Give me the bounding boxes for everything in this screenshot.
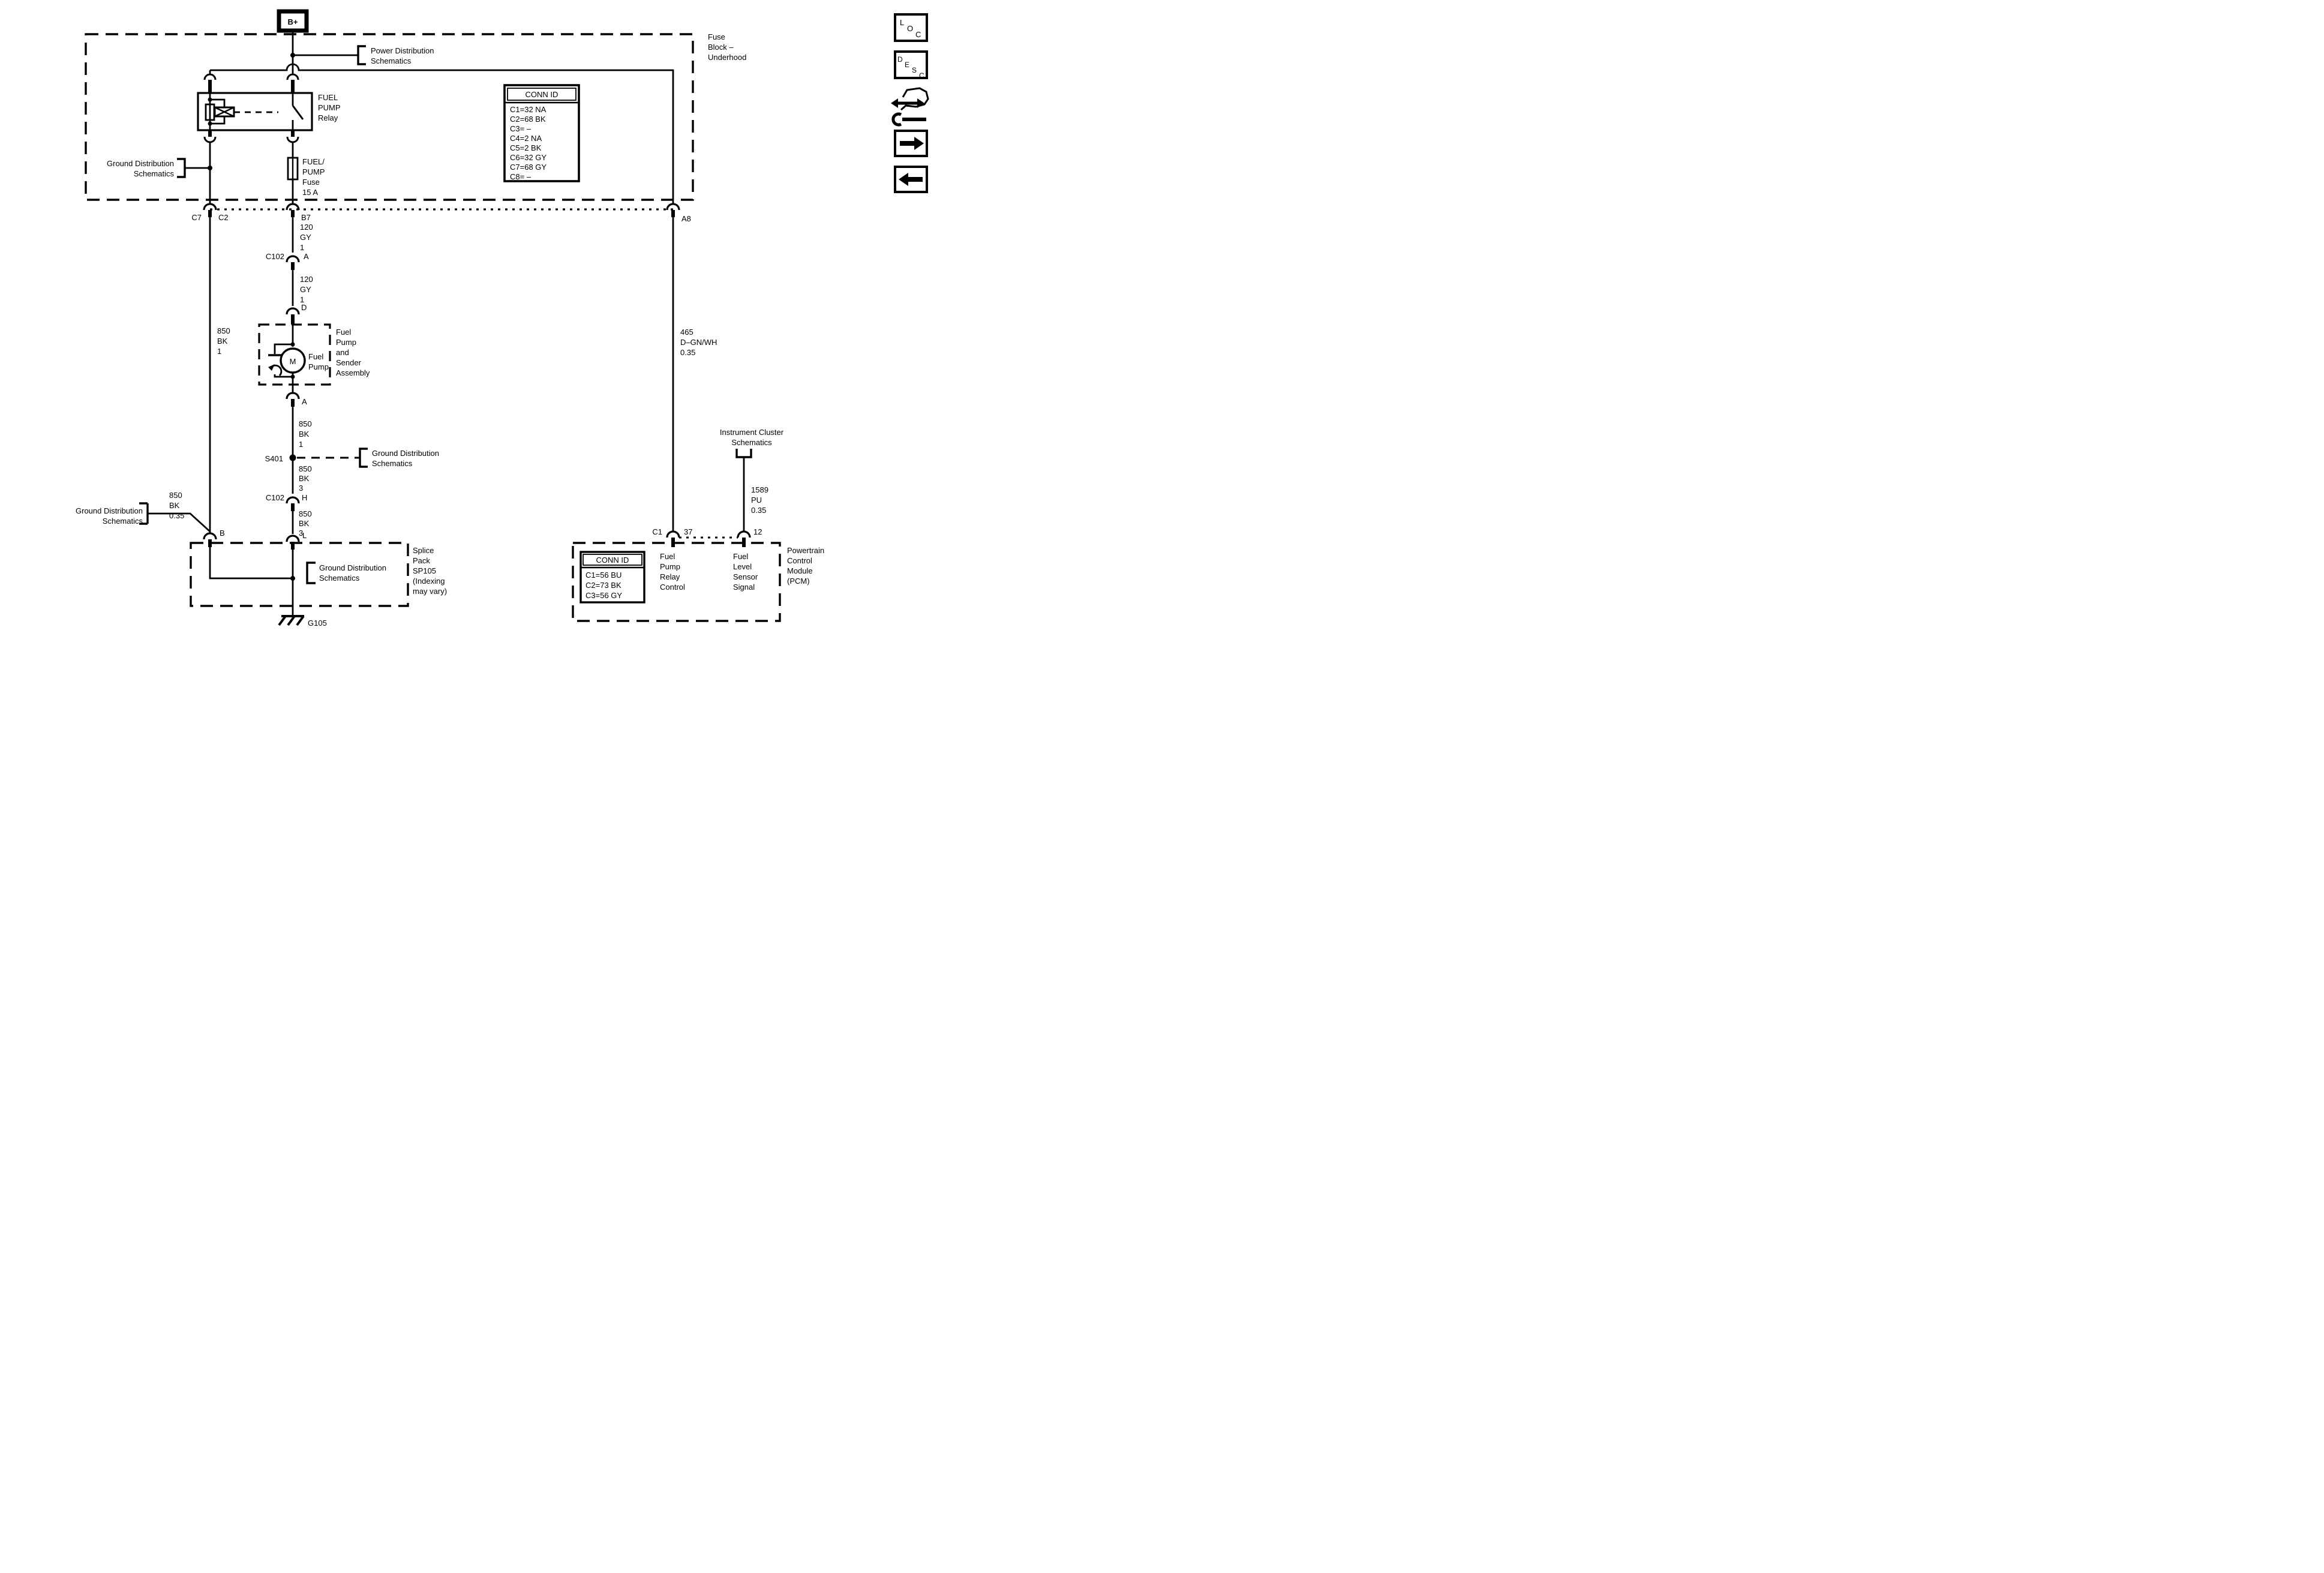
svg-text:PU: PU — [751, 496, 762, 505]
svg-text:Pack: Pack — [413, 556, 430, 565]
pin-label-b: B — [220, 529, 225, 538]
svg-text:850: 850 — [217, 326, 230, 335]
arrow-shaft — [908, 177, 923, 182]
left-branch-label-850bk035 — [169, 491, 184, 520]
loc-letter: C — [915, 30, 921, 39]
splice-pack-label — [413, 546, 447, 596]
splice-s401-dot — [290, 455, 296, 461]
ground-hatch — [297, 616, 304, 625]
svg-text:PUMP: PUMP — [302, 167, 325, 176]
wrench-open-end — [893, 114, 901, 125]
svg-text:C1=56 BU: C1=56 BU — [585, 571, 622, 580]
loc-button[interactable] — [895, 14, 927, 41]
svg-text:Sensor: Sensor — [733, 572, 758, 581]
svg-text:BK: BK — [217, 337, 228, 346]
svg-text:Fuse: Fuse — [302, 178, 320, 187]
svg-text:Ground Distribution: Ground Distribution — [372, 449, 439, 458]
pin-label-c1: C1 — [652, 527, 662, 536]
svg-text:Instrument Cluster: Instrument Cluster — [719, 428, 784, 437]
fuel-pump-schematic — [0, 0, 929, 629]
svg-text:CONN ID: CONN ID — [525, 90, 559, 99]
svg-text:C4=2 NA: C4=2 NA — [510, 134, 542, 143]
connector-label-c102-bottom: C102 — [265, 493, 284, 502]
connector-arc-d — [287, 308, 299, 314]
svg-text:850: 850 — [299, 419, 312, 428]
svg-text:0.35: 0.35 — [680, 348, 696, 357]
ground-ref-bracket — [360, 449, 368, 467]
pin-label-a-bottom: A — [302, 397, 307, 406]
svg-text:Pump: Pump — [336, 338, 356, 347]
schematic-tools-button[interactable] — [891, 88, 928, 125]
svg-text:PUMP: PUMP — [318, 103, 341, 112]
relay-socket-top-connectors — [205, 74, 298, 93]
connector-arc-c102-h — [287, 497, 299, 503]
svg-text:FUEL/: FUEL/ — [302, 157, 325, 166]
pcm-conn-id-table — [581, 552, 644, 602]
junction-dot — [290, 576, 295, 581]
ground-distribution-ref-lower-left — [76, 506, 143, 526]
svg-text:Powertrain: Powertrain — [787, 546, 825, 555]
svg-text:Fuel: Fuel — [660, 552, 675, 561]
svg-text:Ground Distribution: Ground Distribution — [107, 159, 174, 168]
pin-label-37: 37 — [684, 527, 693, 536]
svg-text:Fuel: Fuel — [733, 552, 749, 561]
svg-text:15 A: 15 A — [302, 188, 319, 197]
pcm-pin37-function-label — [660, 552, 685, 592]
pump-assembly-label — [336, 328, 370, 377]
splice-pack-box — [191, 543, 408, 606]
desc-letter: S — [912, 66, 917, 74]
svg-text:Pump: Pump — [660, 562, 680, 571]
arrow-head — [914, 137, 924, 150]
svg-text:C5=2 BK: C5=2 BK — [510, 143, 542, 152]
pin-label-l: L — [302, 531, 307, 540]
svg-text:BK: BK — [169, 501, 180, 510]
fuse-label — [302, 157, 325, 197]
svg-text:C3= –: C3= – — [510, 124, 532, 133]
connector-label-c102-top: C102 — [265, 252, 284, 261]
wrench-icon — [893, 114, 926, 125]
svg-text:C7=68 GY: C7=68 GY — [510, 163, 547, 172]
svg-text:120: 120 — [300, 223, 313, 232]
connector-arc — [205, 74, 215, 80]
forward-button[interactable] — [895, 131, 927, 156]
svg-text:CONN ID: CONN ID — [596, 556, 629, 565]
svg-text:1: 1 — [300, 243, 305, 252]
svg-text:GY: GY — [300, 233, 311, 242]
loc-letter: L — [900, 18, 905, 27]
ground-ref-bracket — [177, 159, 185, 177]
pin-label-d: D — [301, 303, 307, 312]
svg-text:C8= –: C8= – — [510, 172, 532, 181]
wire-label-850bk3-a — [299, 464, 312, 493]
svg-text:1: 1 — [299, 440, 304, 449]
wiring-diagram-page — [0, 0, 929, 629]
relay-switch-blade — [293, 106, 303, 119]
svg-text:Schematics: Schematics — [731, 438, 772, 447]
desc-button[interactable] — [895, 52, 927, 80]
svg-text:(Indexing: (Indexing — [413, 577, 445, 586]
connector-arc-a-bottom — [287, 393, 299, 399]
pcm-label — [787, 546, 824, 586]
connector-arc-c102-a — [287, 256, 299, 262]
svg-text:Underhood: Underhood — [708, 53, 747, 62]
ground-distribution-ref-s401 — [372, 449, 439, 468]
pin-label-h: H — [302, 493, 308, 502]
svg-text:3: 3 — [299, 529, 304, 538]
svg-text:Sender: Sender — [336, 358, 361, 367]
splice-label-s401: S401 — [265, 454, 283, 463]
relay-coil-x — [215, 107, 234, 116]
fuel-pump-label — [308, 352, 329, 371]
svg-text:FUEL: FUEL — [318, 93, 338, 102]
back-button[interactable] — [895, 167, 927, 192]
svg-text:Control: Control — [660, 583, 685, 592]
arrow-right-icon — [900, 137, 924, 150]
battery-terminal-label: B+ — [287, 17, 298, 26]
svg-text:Fuel: Fuel — [336, 328, 352, 337]
fuse-block-label — [708, 32, 746, 62]
connector-arc-pin12 — [738, 532, 750, 538]
svg-text:850: 850 — [169, 491, 182, 500]
svg-text:Ground Distribution: Ground Distribution — [76, 506, 143, 515]
svg-text:Splice: Splice — [413, 546, 434, 555]
svg-text:Schematics: Schematics — [372, 459, 413, 468]
connector-arc — [205, 137, 215, 142]
svg-text:and: and — [336, 348, 349, 357]
part-outline-icon — [901, 88, 928, 110]
pin-label-a-top: A — [304, 252, 309, 261]
svg-text:C2=68 BK: C2=68 BK — [510, 115, 546, 124]
svg-text:1589: 1589 — [751, 485, 768, 494]
connector-arc — [287, 137, 298, 142]
svg-text:465: 465 — [680, 328, 693, 337]
svg-text:Block –: Block – — [708, 43, 734, 52]
svg-text:Module: Module — [787, 566, 813, 575]
svg-text:Fuel: Fuel — [308, 352, 324, 361]
fuse-block-bottom-connectors — [204, 204, 679, 217]
svg-text:C3=56 GY: C3=56 GY — [585, 591, 623, 600]
power-distribution-ref — [371, 46, 434, 65]
connector-arc-pin37 — [667, 532, 679, 538]
svg-text:may vary): may vary) — [413, 587, 448, 596]
relay-socket-bottom-connectors — [205, 130, 298, 142]
ground-hatch — [288, 616, 295, 625]
fuse-block-conn-id-table — [505, 85, 579, 181]
arrow-shaft — [900, 141, 914, 146]
svg-text:0.35: 0.35 — [169, 511, 185, 520]
loc-letter: O — [907, 24, 914, 33]
battery-terminal — [279, 11, 307, 31]
wire-label-465 — [680, 328, 717, 357]
svg-text:0.35: 0.35 — [751, 506, 767, 515]
arrow-head — [899, 173, 908, 186]
connector-arc-b — [204, 533, 216, 539]
wire-label-120gy-2 — [300, 275, 313, 304]
ground-distribution-ref-upper — [107, 159, 174, 178]
svg-text:Fuse: Fuse — [708, 32, 725, 41]
svg-text:BK: BK — [299, 430, 310, 439]
svg-text:C6=32 GY: C6=32 GY — [510, 153, 547, 162]
wire-label-120gy-1 — [300, 223, 313, 252]
arrow-head-left — [891, 98, 898, 108]
arrow-left-icon — [899, 173, 923, 186]
connector-arc-l — [287, 536, 299, 542]
cluster-ref-bracket — [737, 449, 751, 457]
svg-text:Power Distribution: Power Distribution — [371, 46, 434, 55]
svg-text:BK: BK — [299, 519, 310, 528]
svg-text:Assembly: Assembly — [336, 368, 370, 377]
pcm-pin12-function-label — [733, 552, 758, 592]
power-ref-bracket — [358, 46, 366, 64]
svg-text:Schematics: Schematics — [371, 56, 412, 65]
pin-label-12: 12 — [753, 527, 762, 536]
left-wire-label-850bk1 — [217, 326, 230, 356]
ground-label-g105: G105 — [308, 619, 327, 628]
instrument-cluster-ref — [720, 428, 784, 447]
wire-label-1589 — [751, 485, 768, 515]
ground-distribution-ref-splice — [319, 563, 386, 583]
desc-letter: E — [905, 61, 910, 69]
svg-text:Level: Level — [733, 562, 752, 571]
relay-label — [318, 93, 341, 122]
ground-ref-bracket — [307, 563, 316, 583]
desc-letter: C — [919, 71, 924, 80]
svg-text:850: 850 — [299, 509, 312, 518]
motor-letter: M — [289, 357, 296, 366]
svg-text:GY: GY — [300, 285, 311, 294]
splice-bus-wire — [210, 547, 293, 578]
pin-label-a8: A8 — [681, 214, 691, 223]
svg-text:1: 1 — [217, 347, 222, 356]
pump-arrow-head — [268, 364, 275, 371]
svg-text:Schematics: Schematics — [102, 517, 143, 526]
svg-text:C1=32 NA: C1=32 NA — [510, 105, 547, 114]
svg-text:Relay: Relay — [660, 572, 680, 581]
desc-letter: D — [897, 55, 903, 64]
svg-text:SP105: SP105 — [413, 566, 437, 575]
wire-label-850bk1 — [299, 419, 312, 449]
pin-label-b7: B7 — [301, 213, 311, 222]
svg-text:3: 3 — [299, 484, 304, 493]
svg-text:C2=73 BK: C2=73 BK — [585, 581, 621, 590]
pin-label-c7: C7 — [191, 213, 202, 222]
svg-text:120: 120 — [300, 275, 313, 284]
relay-control-wire — [210, 64, 673, 204]
pump-internal-branch — [275, 374, 293, 377]
pin-label-c2: C2 — [218, 213, 229, 222]
svg-text:1: 1 — [300, 295, 305, 304]
svg-text:Schematics: Schematics — [319, 574, 360, 583]
svg-text:BK: BK — [299, 474, 310, 483]
svg-text:Signal: Signal — [733, 583, 755, 592]
svg-text:D–GN/WH: D–GN/WH — [680, 338, 717, 347]
ground-hatch — [279, 616, 286, 625]
svg-text:850: 850 — [299, 464, 312, 473]
chassis-ground-symbol — [279, 616, 304, 625]
connector-arc — [287, 74, 298, 80]
svg-text:Pump: Pump — [308, 362, 329, 371]
svg-text:Relay: Relay — [318, 113, 338, 122]
svg-text:Ground Distribution: Ground Distribution — [319, 563, 386, 572]
svg-text:Control: Control — [787, 556, 812, 565]
svg-text:Schematics: Schematics — [133, 169, 174, 178]
svg-text:(PCM): (PCM) — [787, 577, 810, 586]
